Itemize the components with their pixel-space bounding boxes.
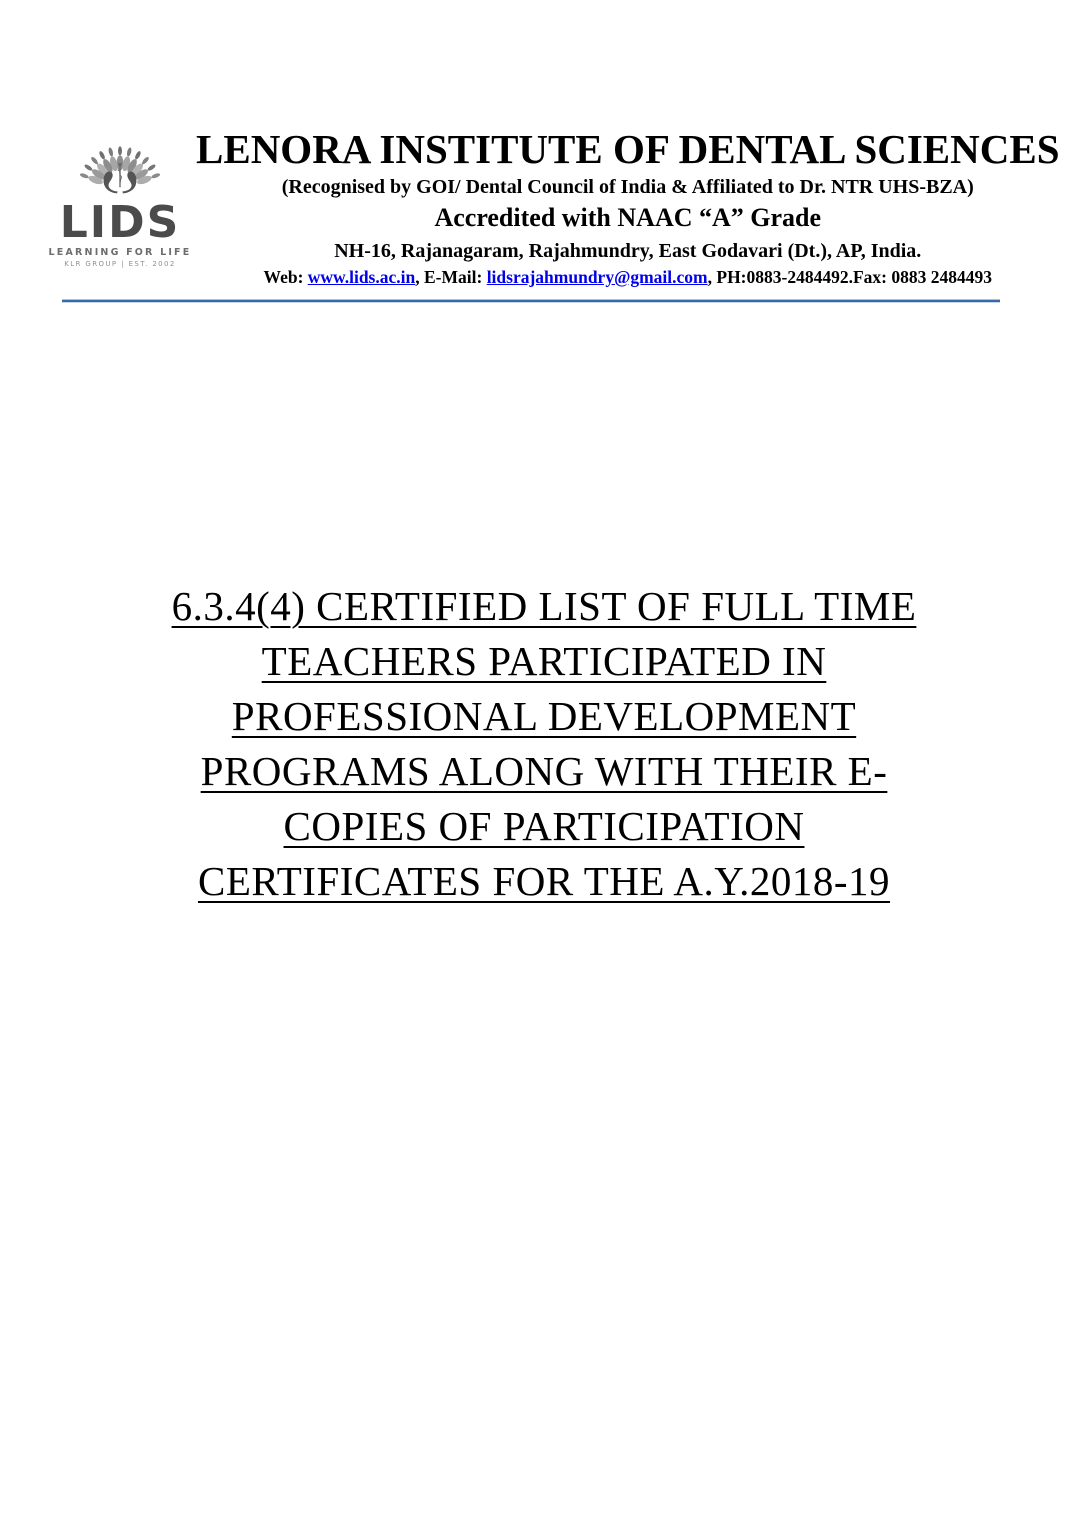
website-link[interactable]: www.lids.ac.in xyxy=(307,267,416,288)
phone-fax-text: , PH:0883-2484492.Fax: 0883 2484493 xyxy=(707,267,992,288)
header-divider xyxy=(62,299,1000,303)
institute-name: LENORA INSTITUTE OF DENTAL SCIENCES xyxy=(196,126,1060,172)
recognition-line: (Recognised by GOI/ Dental Council of India & Affiliated to Dr. NTR UHS-BZA) xyxy=(281,176,974,199)
email-link[interactable]: lidsrajahmundry@gmail.com xyxy=(486,267,708,288)
letterhead-text xyxy=(196,126,1060,288)
letterhead xyxy=(44,126,1060,288)
title-line: TEACHERS PARTICIPATED IN xyxy=(261,638,827,685)
email-label: , E-Mail: xyxy=(415,267,487,288)
document-page xyxy=(0,126,1088,1534)
peacock-icon xyxy=(44,128,196,204)
title-line: CERTIFICATES FOR THE A.Y.2018-19 xyxy=(197,858,891,905)
logo-acronym: LIDS xyxy=(59,197,181,248)
contact-line xyxy=(196,267,1060,288)
logo-subtagline: KLR GROUP | EST. 2002 xyxy=(64,260,176,269)
title-line: 6.3.4(4) CERTIFIED LIST OF FULL TIME xyxy=(171,583,917,630)
web-label: Web: xyxy=(263,267,308,288)
accreditation-line: Accredited with NAAC “A” Grade xyxy=(434,203,822,233)
title-line: COPIES OF PARTICIPATION xyxy=(283,803,805,850)
address-line: NH-16, Rajanagaram, Rajahmundry, East Godavari (Dt.), AP, India. xyxy=(334,240,922,263)
institute-logo xyxy=(44,126,196,268)
title-line: PROFESSIONAL DEVELOPMENT xyxy=(231,693,857,740)
document-body xyxy=(0,579,1088,909)
title-line: PROGRAMS ALONG WITH THEIR E- xyxy=(200,748,888,795)
logo-tagline: LEARNING FOR LIFE xyxy=(48,247,192,259)
document-title xyxy=(120,579,968,909)
